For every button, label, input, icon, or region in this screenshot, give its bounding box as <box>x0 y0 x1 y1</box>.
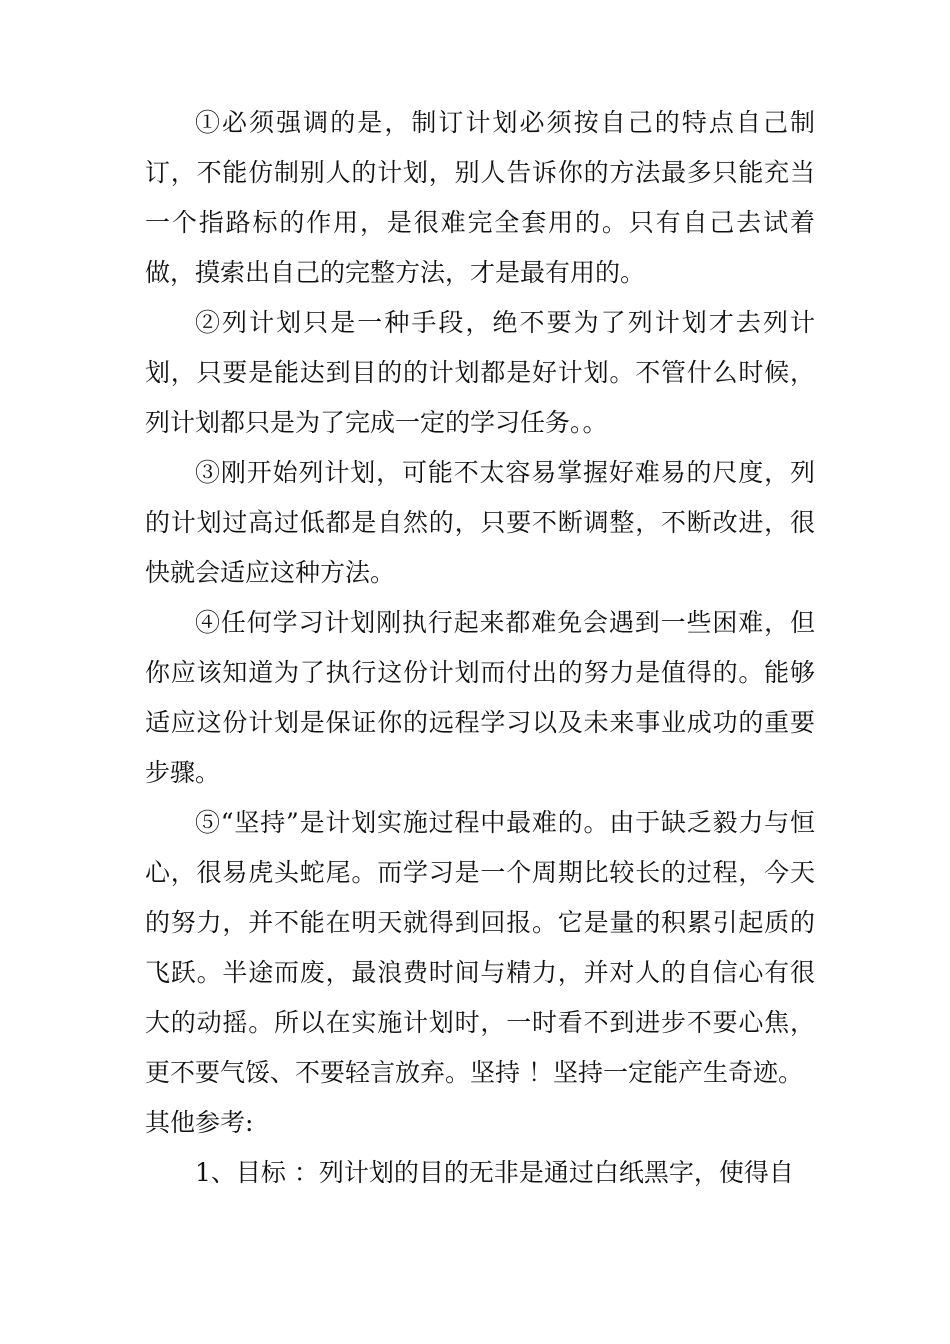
paragraph-5: ⑤“坚持”是计划实施过程中最难的。由于缺乏毅力与恒心，很易虎头蛇尾。而学习是一个周期比较长的过程，今天的努力，并不能在明天就得到回报。它是量的积累引起质的飞跃。半途而废，最浪费时间与精力，并对人的自信心有很大的动摇。所以在实施计划时，一时看不到进步不要心焦，更不要气馁、不要轻言放弃。坚持 ！坚持一定能产生奇迹。 <box>145 808 815 1087</box>
paragraph-4: ④任何学习计划刚执行起来都难免会遇到一些困难，但你应该知道为了执行这份计划而付出的努力是值得的。能够适应这份计划是保证你的远程学习以及未来事业成功的重要步骤。 <box>145 608 815 787</box>
paragraph-3: ③刚开始列计划，可能不太容易掌握好难易的尺度，列的计划过高过低都是自然的，只要不断调整，不断改进，很快就会适应这种方法。 <box>145 458 815 587</box>
document-body <box>145 98 815 1198</box>
other-references-heading: 其他参考: <box>145 1108 254 1137</box>
paragraph-2: ②列计划只是一种手段，绝不要为了列计划才去列计划，只要是能达到目的的计划都是好计划。不管什么时候，列计划都只是为了完成一定的学习任务。。 <box>145 308 815 437</box>
paragraph-goal: 1、目标 ：列计划的目的无非是通过白纸黑字，使得自 <box>195 1158 794 1187</box>
paragraph-1: ①必须强调的是，制订计划必须按自己的特点自己制订，不能仿制别人的计划，别人告诉你的方法最多只能充当一个指路标的作用，是很难完全套用的。只有自己去试着做，摸索出自己的完整方法，才是最有用的。 <box>145 108 815 287</box>
